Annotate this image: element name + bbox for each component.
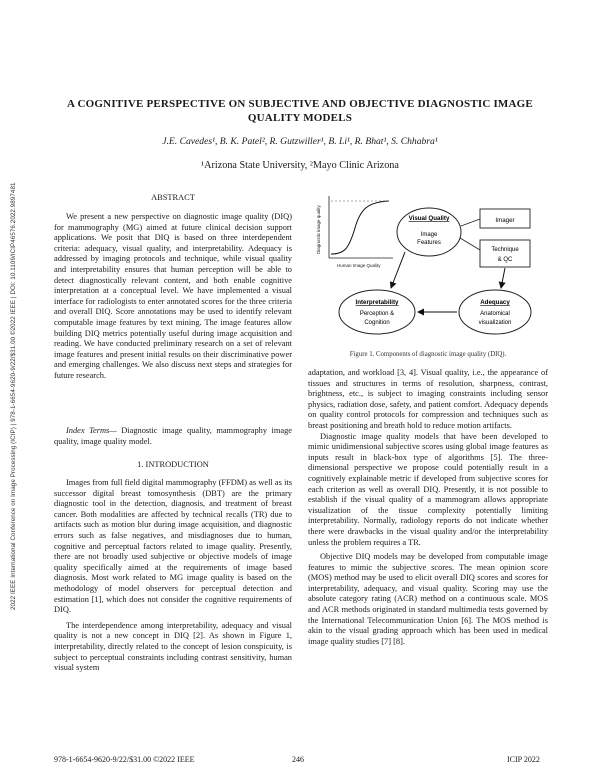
intro-paragraph-2: The interdependence among interpretability, adequacy and visual quality is not a new concept in DIQ [2]. As shown in Figure 1, interpretability, directly related to the concept of lesion conspicuity, is subject to perceptual constraints including contrast sensitivity, human visual system [54, 620, 292, 673]
sidebar-doi-label: 2022 IEEE International Conference on Image Processing (ICIP) | 978-1-6654-9620-9/22/$31.00 ©2022 IEEE | DOI: 10.1109/ICIP46576.2022.9897481 [10, 182, 17, 610]
graph-curve [331, 201, 389, 254]
right-paragraph-2: Diagnostic image quality models that have been developed to mimic unidimensional subjective scores using global image features as inputs result in black-box type of algorithms [5]. The three-dimensional perspective we propose could potentially result in a cognitively explainable metric if developed from subjective scores for each criterion as well as overall DIQ. Presently, it is not possible to establish if the visual quality of a mammogram allows appropriate visualization of the tissue complexity potentially limiting interpretability. Normally, radiology reports do not indicate whether there were drawbacks in the visual quality and/or the interpretability unless the problem requires a TR. [308, 431, 548, 547]
index-terms [54, 426, 292, 447]
node-visual-line2: Features [417, 240, 441, 246]
figure-1 [305, 188, 550, 348]
figure-1-diagram [305, 188, 550, 348]
footer-conference: ICIP 2022 [507, 755, 540, 764]
node-adequacy-line2: visualization [478, 320, 512, 326]
paper-title [40, 97, 560, 125]
node-adequacy-line1: Anatomical [480, 311, 510, 317]
authors: J.E. Cavedes¹, B. K. Patel², R. Gutzwiller¹, B. Li¹, R. Bhat¹, S. Chhabra¹ [162, 136, 438, 147]
figure-caption: Figure 1. Components of diagnostic image quality (DIQ). [349, 351, 507, 358]
node-interp-line1: Perception & [359, 311, 395, 317]
node-adequacy-title: Adequacy [480, 299, 510, 306]
index-terms-text: Diagnostic image quality, mammography image quality, image quality model. [54, 426, 292, 446]
introduction-body [54, 478, 292, 674]
right-column-body [308, 368, 548, 647]
graph-xlabel: Human Image Quality [337, 263, 381, 268]
index-terms-label: Index Terms— [66, 426, 117, 435]
graph-ylabel: Diagnostic image quality [316, 205, 321, 254]
sidebar-doi-text [4, 160, 16, 610]
node-technique-line1: Technique [491, 247, 519, 253]
title-line-1: A COGNITIVE PERSPECTIVE ON SUBJECTIVE AND OBJECTIVE DIAGNOSTIC IMAGE [67, 98, 533, 110]
footer-copyright: 978-1-6654-9620-9/22/$31.00 ©2022 IEEE [54, 755, 195, 764]
node-imager-label: Imager [495, 217, 515, 224]
footer-page-number: 246 [292, 755, 304, 764]
right-paragraph-3: Objective DIQ models may be developed from computable image features to mimic the subjective scores. The mean opinion score (MOS) method may be used to elicit overall DIQ scores and scores for interpretability, adequacy, and visual quality. Scoring may use the absolute category rating (ACR) method on a continuous scale. MOS and ACR methods originated in standard multimedia tests governed by the International Telecommunication Union [6]. The MOS method is akin to the visual grading approach which has been used in medical image quality studies [7] [8]. [308, 552, 548, 646]
quality-curve-graph [316, 196, 393, 268]
title-line-2: QUALITY MODELS [247, 112, 353, 124]
abstract-heading: ABSTRACT [151, 193, 195, 202]
arrow-visual-to-interp [391, 252, 405, 288]
node-interp-line2: Cognition [364, 320, 390, 326]
introduction-heading: 1. INTRODUCTION [137, 460, 209, 469]
right-paragraph-1: adaptation, and workload [3, 4]. Visual quality, i.e., the appearance of tissues and structures in terms of resolution, sharpness, contrast, brightness, etc., is subject to imaging constraints including sensor physics, radiation dose, safety, and patient comfort. Adequacy depends on quality control protocols for compression and techniques such as breast positioning and breath hold to reduce motion artifacts. [308, 368, 548, 430]
node-visual-title: Visual Quality [408, 215, 450, 222]
node-technique-line2: & QC [497, 257, 513, 263]
edge-technique [460, 238, 480, 250]
node-interp-title: Interpretability [355, 299, 399, 306]
edge-imager [461, 219, 480, 226]
affiliation: ¹Arizona State University, ²Mayo Clinic Arizona [201, 160, 399, 171]
abstract-body [54, 212, 292, 382]
intro-paragraph-1: Images from full field digital mammography (FFDM) as well as its successor digital breast tomosynthesis (DBT) are the primary diagnostic tool in the detection, diagnosis, and treatment of breast cancer. Both modalities are affected by technical recalls (TR) due to artifacts such as motion blur during image acquisition, and diagnostic errors such as false negatives, and misdiagnoses due to human, cognitive and perceptual factors related to image quality. Presently, there are not broadly used subjective or objective models of image quality specifically aimed at the requirements of image based diagnosis. Most work related to MG image quality is based on the methodology of model observers for perceptual detection and estimation [1], which does not consider the cognitive requirements of DIQ. [54, 478, 292, 615]
node-visual-line1: Image [420, 232, 438, 238]
abstract-text: We present a new perspective on diagnostic image quality (DIQ) for mammography (MG) aimed at future clinical decision support applications. We posit that DIQ is based on three interdependent criteria: adequacy, visual quality, and interpretability. Adequacy is addressed by imaging protocols and technique, while visual quality and interpretability ensures that human perception will be able to detect diagnostically relevant content, and both enable cognitive interpretation at a conceptual level. We have implemented a visual interface for radiologists to enter annotated scores for the three criteria and overall DIQ. Score annotations may be used to identify relevant computable image features by text mining. The image features allow building DIQ metrics potentially useful during image acquisition and reading. We have conducted preliminary research on a set of relevant image features and present initial results on their discriminative power and emerging challenges. We also discuss next steps and strategies for future research. [54, 212, 292, 380]
arrow-technique-to-adequacy [501, 268, 505, 288]
